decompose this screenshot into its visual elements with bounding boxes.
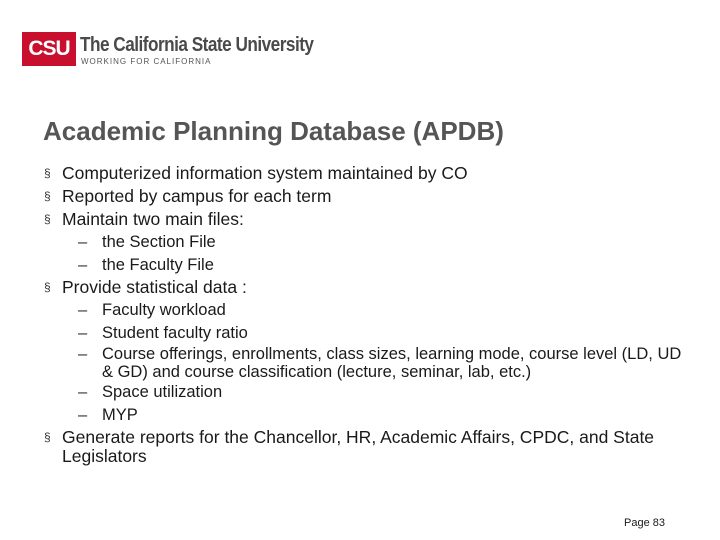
square-bullet-icon: §: [44, 166, 51, 180]
square-bullet-icon: §: [44, 430, 51, 444]
bullet-text: Maintain two main files:: [62, 209, 244, 229]
square-bullet-icon: §: [44, 212, 51, 226]
csu-logo-tagline: WORKING FOR CALIFORNIA: [81, 57, 212, 66]
bullet-item: [44, 278, 684, 297]
page-number: Page 83: [624, 517, 665, 529]
bullet-group: [44, 210, 684, 274]
square-bullet-icon: §: [44, 280, 51, 294]
sub-bullet-text: Student faculty ratio: [102, 323, 248, 342]
dash-bullet-icon: –: [78, 301, 88, 319]
sub-bullet-text: MYP: [102, 405, 138, 424]
bullet-item: [44, 428, 684, 466]
square-bullet-icon: §: [44, 189, 51, 203]
sub-bullet-item: [44, 256, 684, 274]
bullet-item: [44, 210, 684, 229]
sub-bullet-text: Course offerings, enrollments, class sizes, learning mode, course level (LD, UD & GD) and course classification (lecture, seminar, lab, etc.): [102, 345, 682, 381]
csu-logo-mark-text: CSU: [28, 37, 70, 60]
sub-bullet-item: [44, 233, 684, 251]
bullet-item: [44, 187, 684, 206]
dash-bullet-icon: –: [78, 323, 88, 342]
dash-bullet-icon: –: [78, 345, 88, 363]
sub-bullet-item: [44, 301, 684, 319]
bullet-text: Reported by campus for each term: [62, 186, 332, 206]
dash-bullet-icon: –: [78, 405, 88, 424]
bullet-item: [44, 164, 684, 183]
sub-bullet-text: Faculty workload: [102, 301, 226, 319]
csu-logo-mark: [22, 32, 76, 66]
sub-bullet-item: [44, 406, 684, 424]
dash-bullet-icon: –: [78, 233, 88, 251]
bullet-text: Provide statistical data :: [62, 277, 247, 297]
dash-bullet-icon: –: [78, 383, 88, 401]
bullet-text: Generate reports for the Chancellor, HR, Academic Affairs, CPDC, and State Legislators: [62, 427, 655, 466]
bullet-text: Computerized information system maintained by CO: [62, 163, 468, 183]
sub-bullet-item: [44, 324, 684, 342]
sub-bullet-text: the Faculty File: [102, 255, 214, 274]
sub-bullet-item: [44, 383, 684, 401]
sub-bullet-text: Space utilization: [102, 383, 223, 401]
bullet-group: [44, 278, 684, 424]
slide-title: Academic Planning Database (APDB): [43, 116, 504, 146]
sub-bullet-text: the Section File: [102, 233, 216, 251]
csu-logo-title: The California State University: [80, 34, 314, 56]
bullet-list: [44, 164, 684, 470]
sub-bullet-item: [44, 346, 684, 381]
dash-bullet-icon: –: [78, 255, 88, 274]
